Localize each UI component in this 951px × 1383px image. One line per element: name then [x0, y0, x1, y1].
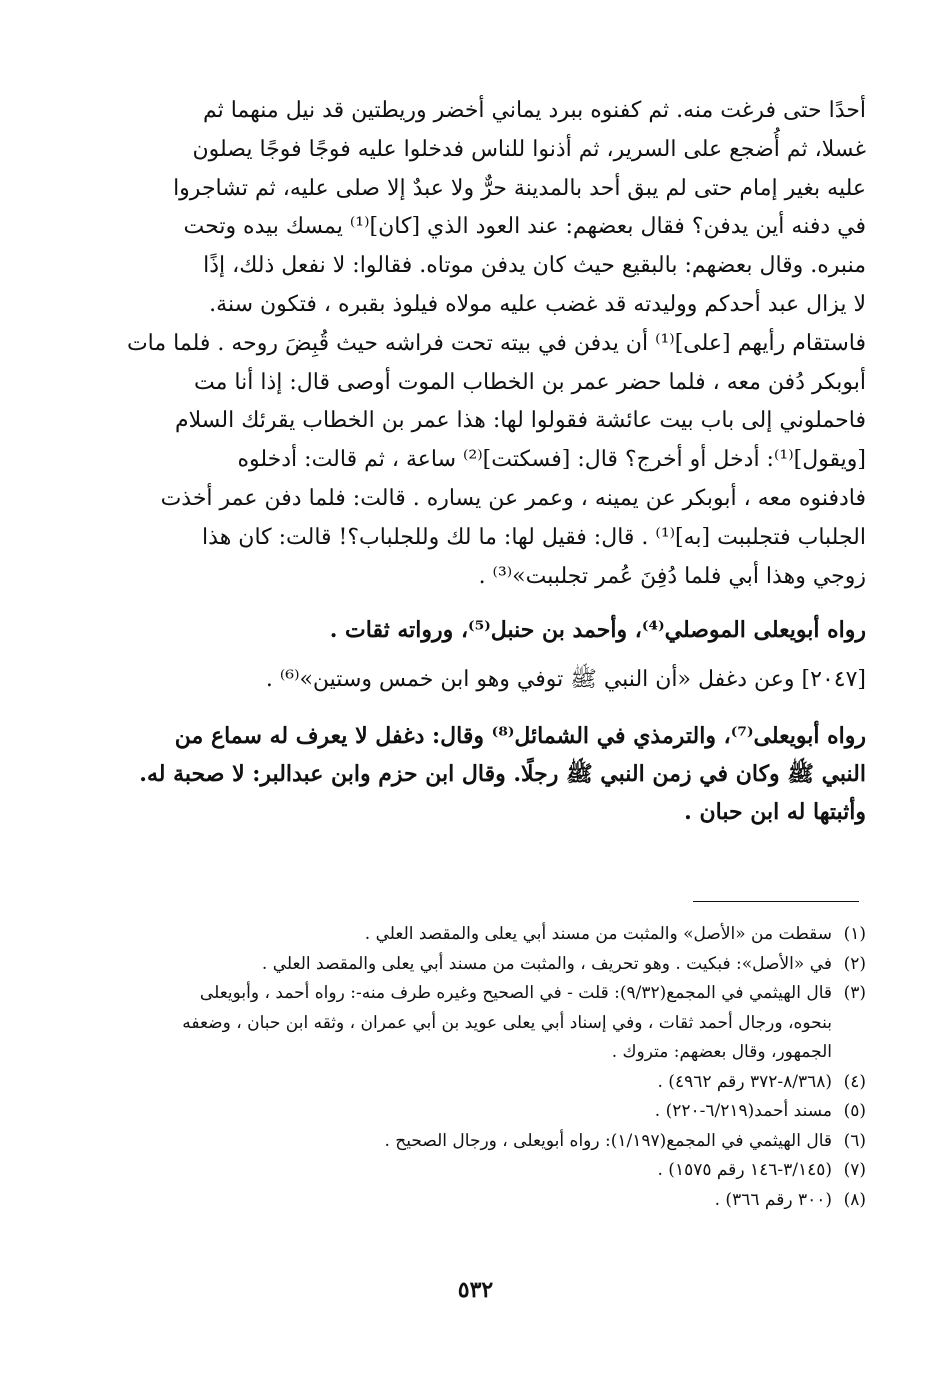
footnote-text: (٣/١٤٥-١٤٦ رقم ١٥٧٥) . — [657, 1160, 832, 1180]
body-line: فاستقام رأيهم [على]⁽¹⁾ أن يدفن في بيته تحت فراشه حيث قُبِضَ روحه . فلما مات — [126, 330, 866, 356]
hadith-2047: [٢٠٤٧] وعن دغفل «أن النبي ﷺ توفي وهو ابن خمس وستين»⁽⁶⁾ . — [265, 667, 866, 693]
page-number: ٥٣٢ — [457, 1277, 494, 1303]
body-line: زوجي وهذا أبي فلما دُفِنَ عُمر تجلببت»⁽³⁾ . — [478, 563, 866, 589]
footnote-text: مسند أحمد(٦/٢١٩-٢٢٠) . — [654, 1101, 832, 1121]
footnote-text: قال الهيثمي في المجمع(١/١٩٧): رواه أبويعلى ، ورجال الصحيح . — [384, 1130, 832, 1151]
footnote-8 — [92, 1186, 866, 1216]
source-note-1: رواه أبويعلى الموصلي⁽⁴⁾، وأحمد بن حنبل⁽⁵⁾، ورواته ثقات . — [329, 617, 866, 644]
body-line: فاحملوني إلى باب بيت عائشة فقولوا لها: هذا عمر بن الخطاب يقرئك السلام — [175, 408, 866, 434]
body-line: أبوبكر دُفن معه ، فلما حضر عمر بن الخطاب الموت أوصى قال: إذا أنا مت — [194, 369, 866, 395]
source-note-2-line: النبي ﷺ وكان في زمن النبي ﷺ رجلًا. وقال ابن حزم وابن عبدالبر: لا صحبة له. — [139, 761, 866, 788]
footnote-number: (٥) — [843, 1101, 866, 1121]
footnote-separator — [693, 901, 859, 902]
main-text-block — [92, 92, 866, 831]
footnote-text: بنحوه، ورجال أحمد ثقات ، وفي إسناد أبي يعلى عويد بن أبي عمران ، وثقه ابن حبان ، وضعفه — [182, 1012, 832, 1033]
narration-body — [92, 92, 866, 596]
footnote-number: (١) — [843, 924, 866, 944]
footnote-2 — [92, 950, 866, 980]
body-line: لا يزال عبد أحدكم ووليدته قد غضب عليه مولاه فيلوذ بقبره ، فتكون سنة. — [209, 291, 866, 317]
footnote-text: قال الهيثمي في المجمع(٩/٣٢): قلت - في الصحيح وغيره طرف منه-: رواه أحمد ، وأبويعلى — [199, 983, 832, 1003]
footnote-number: (٦) — [843, 1130, 866, 1151]
source-note-2-line: وأثبتها له ابن حبان . — [684, 799, 866, 826]
footnote-number: (٢) — [843, 953, 866, 974]
body-line: غسلا، ثم أُضجع على السرير، ثم أذنوا للناس فدخلوا عليه فوجًا فوجًا يصلون — [192, 136, 866, 162]
body-line: فادفنوه معه ، أبوبكر عن يمينه ، وعمر عن يساره . قالت: فلما دفن عمر أخذت — [160, 485, 866, 511]
body-line: [ويقول]⁽¹⁾: أدخل أو أخرج؟ قال: [فسكتت]⁽²⁾ ساعة ، ثم قالت: أدخلوه — [237, 447, 866, 473]
footnote-4 — [92, 1068, 866, 1098]
footnote-number: (٣) — [843, 983, 866, 1003]
footnote-text: (٣٠٠ رقم ٣٦٦) . — [714, 1189, 832, 1210]
source-note-2-line: رواه أبويعلى⁽⁷⁾، والترمذي في الشمائل⁽⁸⁾ وقال: دغفل لا يعرف له سماع من — [174, 723, 866, 750]
footnote-text: (٨/٣٦٨-٣٧٢ رقم ٤٩٦٢) . — [657, 1071, 832, 1092]
footnote-text: سقطت من «الأصل» والمثبت من مسند أبي يعلى والمقصد العلي . — [364, 924, 832, 944]
footnote-6 — [92, 1127, 866, 1157]
footnote-5 — [92, 1097, 866, 1127]
body-line: أحدًا حتى فرغت منه. ثم كفنوه ببرد يماني أخضر وريطتين قد نيل منهما ثم — [202, 98, 866, 123]
footnote-number: (٨) — [843, 1189, 866, 1210]
footnote-text: في «الأصل»: فبكيت . وهو تحريف ، والمثبت من مسند أبي يعلى والمقصد العلي . — [261, 953, 832, 974]
body-line: عليه بغير إمام حتى لم يبق أحد بالمدينة حرٌّ ولا عبدٌ إلا صلى عليه، ثم تشاجروا — [173, 175, 866, 201]
footnotes — [92, 920, 866, 1215]
footnote-text: الجمهور، وقال بعضهم: متروك . — [611, 1042, 832, 1062]
source-note-2 — [92, 717, 866, 831]
footnote-number: (٤) — [843, 1071, 866, 1092]
footnote-1 — [92, 920, 866, 950]
footnote-3 — [92, 979, 866, 1068]
body-line: الجلباب فتجلببت [به]⁽¹⁾ . قال: فقيل لها: ما لك وللجلباب؟! قالت: كان هذا — [202, 524, 866, 550]
footnote-number: (٧) — [843, 1160, 866, 1180]
footnote-7 — [92, 1156, 866, 1186]
body-line: في دفنه أين يدفن؟ فقال بعضهم: عند العود الذي [كان]⁽¹⁾ يمسك بيده وتحت — [183, 214, 866, 240]
body-line: منبره. وقال بعضهم: بالبقيع حيث كان يدفن موتاه. فقالوا: لا نفعل ذلك، إذًا — [203, 253, 866, 279]
